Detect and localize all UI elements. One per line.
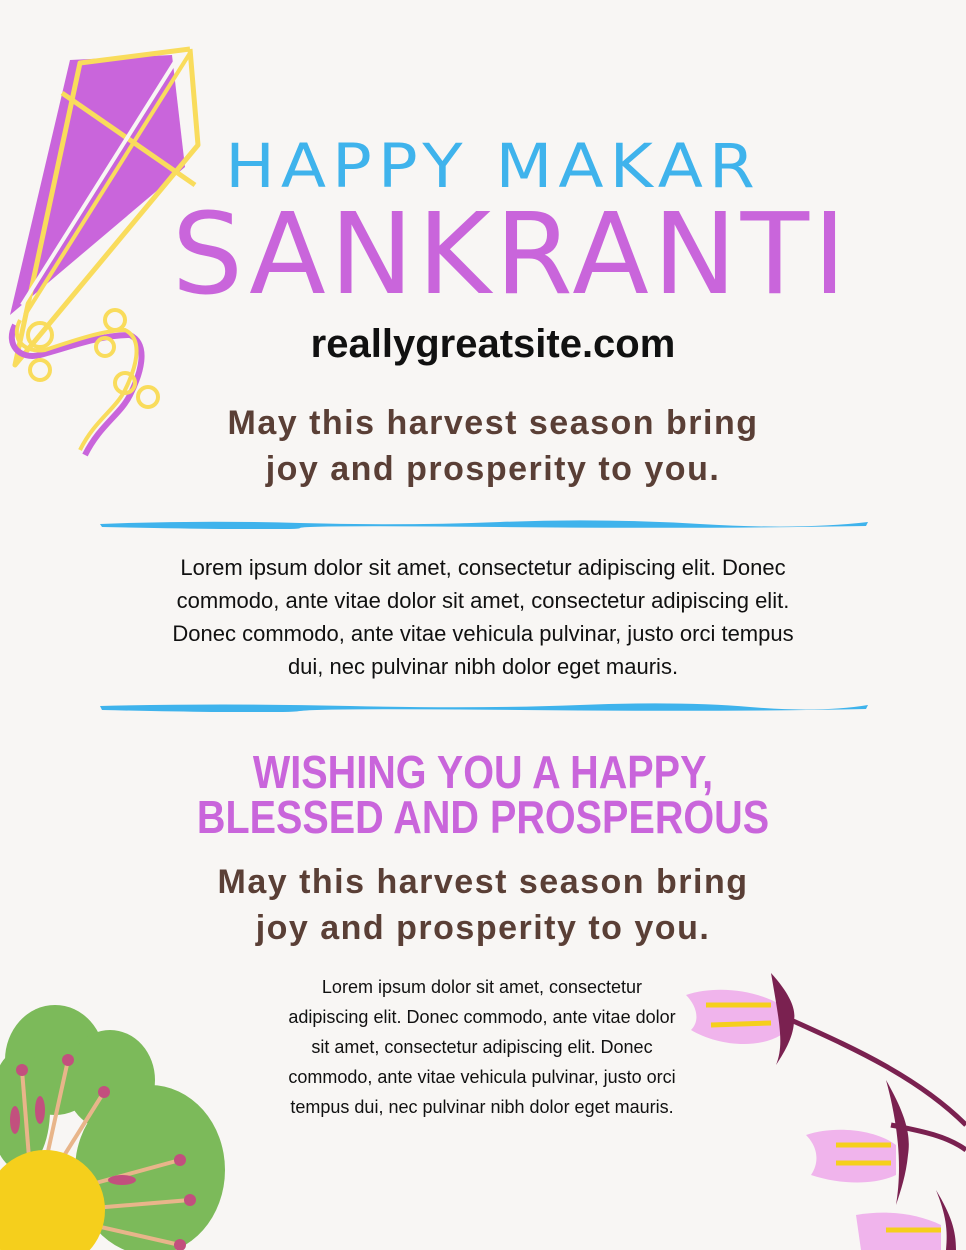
title-line-1: HAPPY MAKAR	[225, 131, 761, 202]
website-url: reallygreatsite.com	[310, 322, 676, 366]
message-1-line-1: May this harvest season bring	[227, 404, 759, 442]
paragraph-1	[0, 551, 966, 683]
paragraph-2-line: commodo, ante vitae vehicula pulvinar, justo orci	[288, 1067, 676, 1087]
paragraph-1-line: dui, nec pulvinar nibh dolor eget mauris.	[287, 654, 679, 679]
blue-brush-divider	[100, 702, 868, 712]
title-line-2: SANKRANTI	[171, 190, 851, 320]
message-1-line-2: joy and prosperity to you.	[265, 450, 721, 488]
message-2-line-2: joy and prosperity to you.	[255, 909, 711, 947]
paragraph-2-line: sit amet, consectetur adipiscing elit. Donec	[311, 1037, 653, 1057]
message-2	[0, 859, 966, 951]
wishing-heading-line-1: WISHING YOU A HAPPY,	[252, 746, 714, 798]
message-1	[10, 400, 966, 492]
wishing-heading	[68, 746, 899, 843]
paragraph-1-line: commodo, ante vitae dolor sit amet, consectetur adipiscing elit.	[176, 588, 790, 613]
wishing-heading-line-2: BLESSED AND PROSPEROUS	[196, 791, 770, 843]
paragraph-1-line: Donec commodo, ante vitae vehicula pulvinar, justo orci tempus	[172, 621, 794, 646]
message-2-line-1: May this harvest season bring	[217, 863, 749, 901]
paragraph-1-line: Lorem ipsum dolor sit amet, consectetur adipiscing elit. Donec	[180, 555, 786, 580]
paragraph-2	[240, 972, 724, 1122]
paragraph-2-line: tempus dui, nec pulvinar nibh dolor eget mauris.	[290, 1097, 674, 1117]
paragraph-2-line: adipiscing elit. Donec commodo, ante vitae dolor	[288, 1007, 676, 1027]
paragraph-2-line: Lorem ipsum dolor sit amet, consectetur	[321, 977, 643, 997]
flower-illustration	[0, 1000, 240, 1250]
blue-brush-divider	[100, 519, 868, 529]
